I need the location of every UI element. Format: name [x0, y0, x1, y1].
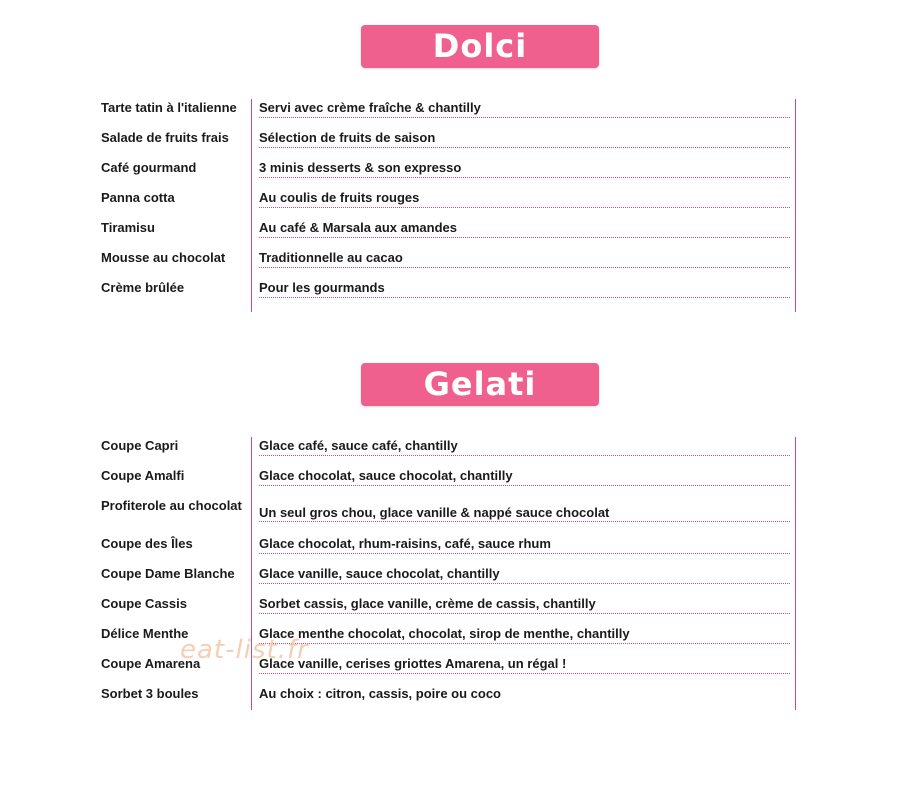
item-description: Traditionnelle au cacao [259, 250, 403, 265]
item-name: Coupe des Îles [101, 536, 193, 551]
item-description-cell [259, 249, 790, 279]
item-name: Mousse au chocolat [101, 250, 226, 265]
item-description: Sorbet cassis, glace vanille, crème de cassis, chantilly [259, 596, 596, 611]
item-description-cell [259, 467, 790, 497]
item-description-cell [259, 497, 790, 535]
item-name: Profiterole au chocolat [101, 498, 242, 513]
gelati-title: Gelati [423, 365, 537, 403]
dotted-rule [259, 267, 790, 268]
item-description-cell [259, 279, 790, 309]
item-description: Pour les gourmands [259, 280, 385, 295]
dotted-rule [259, 673, 790, 674]
item-description-cell [259, 219, 790, 249]
dotted-rule [259, 583, 790, 584]
dolci-banner [361, 25, 599, 68]
item-name: Panna cotta [101, 190, 175, 205]
menu-item [100, 437, 796, 467]
dotted-rule [259, 643, 790, 644]
item-description: Glace vanille, cerises griottes Amarena, un régal ! [259, 656, 567, 671]
item-name: Sorbet 3 boules [101, 686, 199, 701]
item-name: Coupe Amalfi [101, 468, 185, 483]
item-name: Salade de fruits frais [101, 130, 229, 145]
menu-item [100, 219, 796, 249]
menu-item [100, 497, 796, 535]
item-description: Glace chocolat, sauce chocolat, chantilly [259, 468, 513, 483]
item-description-cell [259, 655, 790, 685]
menu-item [100, 159, 796, 189]
item-name: Coupe Capri [101, 438, 179, 453]
item-description: 3 minis desserts & son expresso [259, 160, 462, 175]
item-description-cell [259, 625, 790, 655]
item-name: Tarte tatin à l'italienne [101, 100, 237, 115]
dotted-rule [259, 237, 790, 238]
item-name: Coupe Cassis [101, 596, 187, 611]
dotted-rule [259, 455, 790, 456]
item-name: Coupe Dame Blanche [101, 566, 235, 581]
gelati-menu [100, 437, 796, 710]
menu-item [100, 535, 796, 565]
dotted-rule [259, 297, 790, 298]
dotted-rule [259, 147, 790, 148]
item-description-cell [259, 99, 790, 129]
item-description-cell [259, 129, 790, 159]
dotted-rule [259, 177, 790, 178]
dotted-rule [259, 485, 790, 486]
dolci-menu [100, 99, 796, 312]
menu-item [100, 595, 796, 625]
dotted-rule [259, 553, 790, 554]
menu-item [100, 129, 796, 159]
item-description-cell [259, 685, 790, 715]
item-description: Au coulis de fruits rouges [259, 190, 420, 205]
dotted-rule [259, 613, 790, 614]
dolci-title: Dolci [432, 27, 528, 65]
item-description: Glace vanille, sauce chocolat, chantilly [259, 566, 500, 581]
menu-item [100, 189, 796, 219]
item-description-cell [259, 565, 790, 595]
item-name: Coupe Amarena [101, 656, 201, 671]
item-description: Glace menthe chocolat, chocolat, sirop de menthe, chantilly [259, 626, 630, 641]
menu-item [100, 467, 796, 497]
menu-item [100, 685, 796, 715]
item-description: Servi avec crème fraîche & chantilly [259, 100, 481, 115]
item-description-cell [259, 437, 790, 467]
item-description-cell [259, 159, 790, 189]
watermark: eat-list.fr [180, 635, 309, 665]
menu-item [100, 99, 796, 129]
item-name: Crème brûlée [101, 280, 185, 295]
item-description-cell [259, 535, 790, 565]
item-description: Au café & Marsala aux amandes [259, 220, 457, 235]
item-name: Délice Menthe [101, 626, 189, 641]
item-description-cell [259, 595, 790, 625]
item-description: Sélection de fruits de saison [259, 130, 436, 145]
gelati-banner [361, 363, 599, 406]
item-description-cell [259, 189, 790, 219]
menu-item [100, 279, 796, 309]
item-description: Un seul gros chou, glace vanille & nappé sauce chocolat [259, 505, 610, 520]
menu-item [100, 565, 796, 595]
item-name: Tiramisu [101, 220, 155, 235]
item-name: Café gourmand [101, 160, 197, 175]
item-description: Glace café, sauce café, chantilly [259, 438, 458, 453]
dotted-rule [259, 207, 790, 208]
item-description: Glace chocolat, rhum-raisins, café, sauce rhum [259, 536, 551, 551]
dotted-rule [259, 117, 790, 118]
menu-item [100, 249, 796, 279]
dotted-rule [259, 521, 790, 522]
item-description: Au choix : citron, cassis, poire ou coco [259, 686, 501, 701]
